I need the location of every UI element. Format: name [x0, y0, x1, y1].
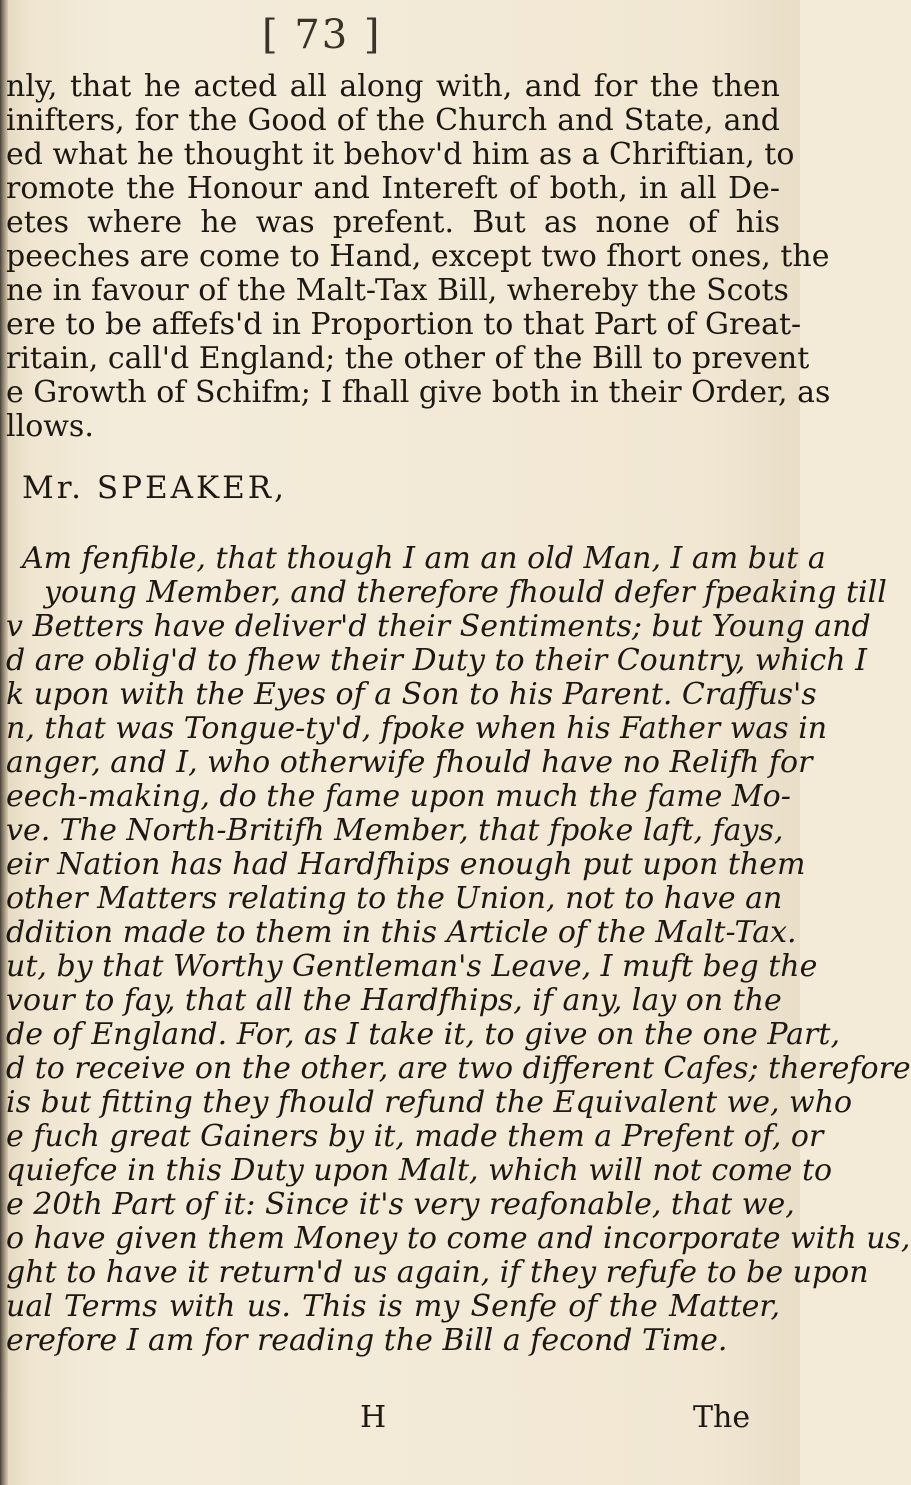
- text-line: eech-making, do the fame upon much the fame Mo-: [6, 779, 791, 814]
- text-line: Am fenfible, that though I am an old Man, I am but a: [22, 541, 826, 576]
- text-line: o have given them Money to come and incorporate with us,: [6, 1221, 911, 1256]
- text-line: anger, and I, who otherwife fhould have no Relifh for: [6, 745, 813, 780]
- text-line: ut, by that Worthy Gentleman's Leave, I muft beg the: [6, 949, 818, 984]
- text-line: nly, that he acted all along with, and for the then: [6, 69, 780, 104]
- text-line: d are oblig'd to fhew their Duty to their Country, which I: [6, 643, 867, 678]
- text-line: ght to have it return'd us again, if they refufe to be upon: [6, 1255, 869, 1290]
- text-line: ne in favour of the Malt-Tax Bill, whereby the Scots: [6, 273, 789, 308]
- text-line: etes where he was prefent. But as none of his: [6, 205, 780, 240]
- text-line: vour to fay, that all the Hardfhips, if any, lay on the: [6, 983, 782, 1018]
- text-line: llows.: [6, 409, 94, 444]
- text-line: k upon with the Eyes of a Son to his Parent. Craffus's: [6, 677, 817, 712]
- text-line: peeches are come to Hand, except two fhort ones, the: [6, 239, 830, 274]
- text-line: erefore I am for reading the Bill a fecond Time.: [6, 1323, 728, 1358]
- text-line: ritain, call'd England; the other of the Bill to prevent: [6, 341, 810, 376]
- text-line: eir Nation has had Hardfhips enough put upon them: [6, 847, 806, 882]
- text-line: n, that was Tongue-ty'd, fpoke when his Father was in: [6, 711, 828, 746]
- text-line: de of England. For, as I take it, to give on the one Part,: [6, 1017, 840, 1052]
- signature-mark: H: [360, 1400, 387, 1435]
- text-line: d to receive on the other, are two different Cafes; therefore: [6, 1051, 911, 1086]
- text-line: ual Terms with us. This is my Senfe of the Matter,: [6, 1289, 780, 1324]
- catchword: The: [693, 1400, 751, 1435]
- text-line: is but fitting they fhould refund the Equivalent we, who: [6, 1085, 853, 1120]
- text-line: romote the Honour and Intereft of both, in all De-: [6, 171, 780, 206]
- text-line: other Matters relating to the Union, not to have an: [6, 881, 783, 916]
- text-line: ddition made to them in this Article of the Malt-Tax.: [6, 915, 797, 950]
- text-line: inifters, for the Good of the Church and State, and: [6, 103, 780, 138]
- page-number: [ 73 ]: [262, 12, 382, 58]
- speech-heading: Mr. SPEAKER,: [22, 470, 287, 506]
- text-line: e fuch great Gainers by it, made them a Prefent of, or: [6, 1119, 824, 1154]
- text-line: young Member, and therefore fhould defer fpeaking till: [44, 575, 887, 610]
- text-line: e 20th Part of it: Since it's very reafonable, that we,: [6, 1187, 795, 1222]
- text-line: ere to be affefs'd in Proportion to that Part of Great-: [6, 307, 802, 342]
- text-line: ve. The North-Britifh Member, that fpoke laft, fays,: [6, 813, 784, 848]
- text-line: v Betters have deliver'd their Sentiments; but Young and: [6, 609, 871, 644]
- text-line: ed what he thought it behov'd him as a Chriftian, to: [6, 137, 795, 172]
- text-line: e Growth of Schifm; I fhall give both in their Order, as: [6, 375, 831, 410]
- text-line: quiefce in this Duty upon Malt, which will not come to: [6, 1153, 833, 1188]
